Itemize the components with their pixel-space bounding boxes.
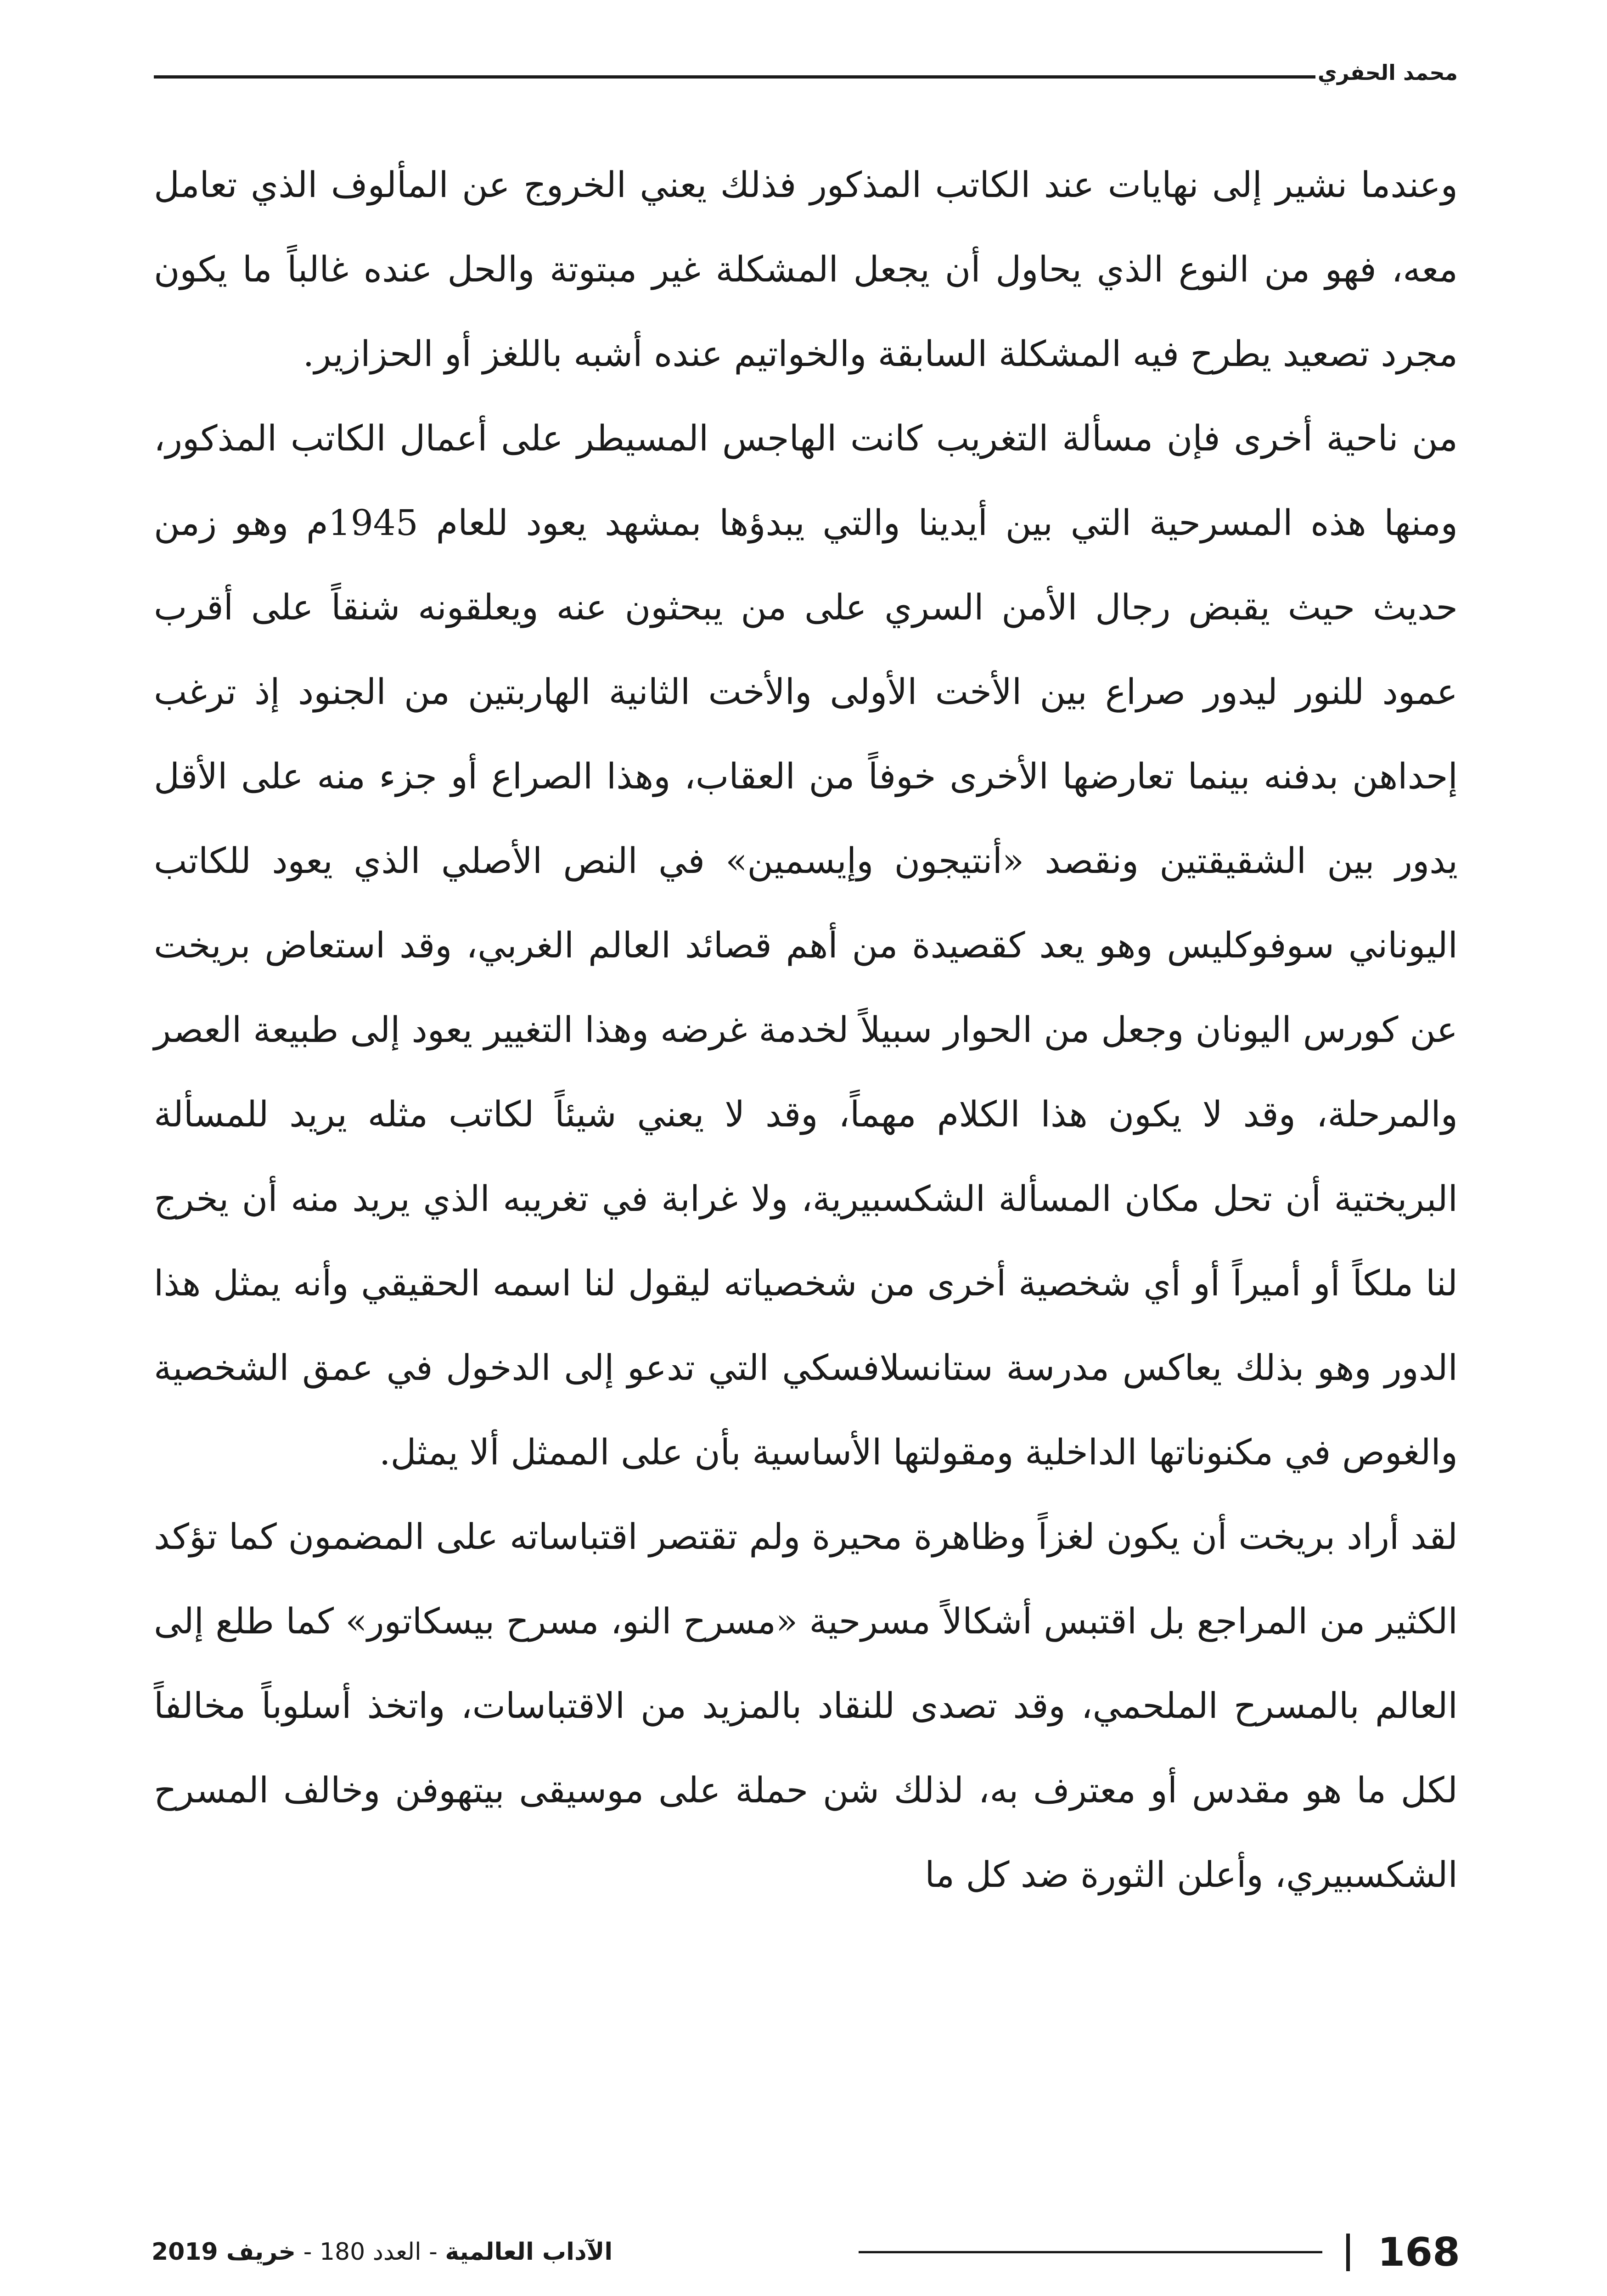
running-header [154, 55, 1458, 106]
journal-issue: - العدد 180 - [303, 2238, 438, 2266]
page-footer [152, 2227, 1460, 2278]
article-body [154, 143, 1458, 1918]
paragraph-1: وعندما نشير إلى نهايات عند الكاتب المذكور فذلك يعني الخروج عن المألوف الذي تعامل معه، فهو من النوع الذي يحاول أن يجعل المشكلة غير مبتوتة والحل عنده غالباً ما يكون مجرد تصعيد يطرح فيه المشكلة السابقة والخواتيم عنده أشبه باللغز أو الحزازير. [154, 165, 1458, 375]
header-rule [154, 75, 1315, 79]
header-author: محمد الحفري [1317, 60, 1458, 85]
journal-season-year: خريف 2019 [152, 2238, 296, 2266]
footer-rule [859, 2251, 1322, 2253]
page-number-separator [1346, 2234, 1350, 2271]
journal-info [152, 2234, 612, 2270]
paragraph-3: لقد أراد بريخت أن يكون لغزاً وظاهرة محيرة ولم تقتصر اقتباساته على المضمون كما تؤكد الكثير من المراجع بل اقتبس أشكالاً مسرحية «مسرح النو، مسرح بيسكاتور» كما طلع إلى العالم بالمسرح الملحمي، وقد تصدى للنقاد بالمزيد من الاقتباسات، واتخذ أسلوباً مخالفاً لكل ما هو مقدس أو معترف به، لذلك شن حملة على موسيقى بيتهوفن وخالف المسرح الشكسبيري، وأعلن الثورة ضد كل ما [154, 1517, 1458, 1896]
journal-name: الآداب العالمية [445, 2238, 613, 2266]
paragraph-2: من ناحية أخرى فإن مسألة التغريب كانت الهاجس المسيطر على أعمال الكاتب المذكور، ومنها هذه المسرحية التي بين أيدينا والتي يبدؤها بمشهد يعود للعام 1945م وهو زمن حديث حيث يقبض رجال الأمن السري على من يبحثون عنه ويعلقونه شنقاً على أقرب عمود للنور ليدور صراع بين الأخت الأولى والأخت الثانية الهاربتين من الجنود إذ ترغب إحداهن بدفنه بينما تعارضها الأخرى خوفاً من العقاب، وهذا الصراع أو جزء منه على الأقل يدور بين الشقيقتين ونقصد «أنتيجون وإيسمين» في النص الأصلي الذي يعود للكاتب اليوناني سوفوكليس وهو يعد كقصيدة من أهم قصائد العالم الغربي، وقد استعاض بريخت عن كورس اليونان وجعل من الحوار سبيلاً لخدمة غرضه وهذا التغيير يعود إلى طبيعة العصر والمرحلة، وقد لا يكون هذا الكلام مهماً، وقد لا يعني شيئاً لكاتب مثله يريد للمسألة البريختية أن تحل مكان المسألة الشكسبيرية، ولا غرابة في تغريبه الذي يريد منه أن يخرج لنا ملكاً أو أميراً أو أي شخصية أخرى من شخصياته ليقول لنا اسمه الحقيقي وأنه يمثل هذا الدور وهو بذلك يعاكس مدرسة ستانسلافسكي التي تدعو إلى الدخول في عمق الشخصية والغوص في مكنوناتها الداخلية ومقولتها الأساسية بأن على الممثل ألا يمثل. [154, 418, 1458, 1473]
page-number: 168 [1377, 2229, 1460, 2275]
